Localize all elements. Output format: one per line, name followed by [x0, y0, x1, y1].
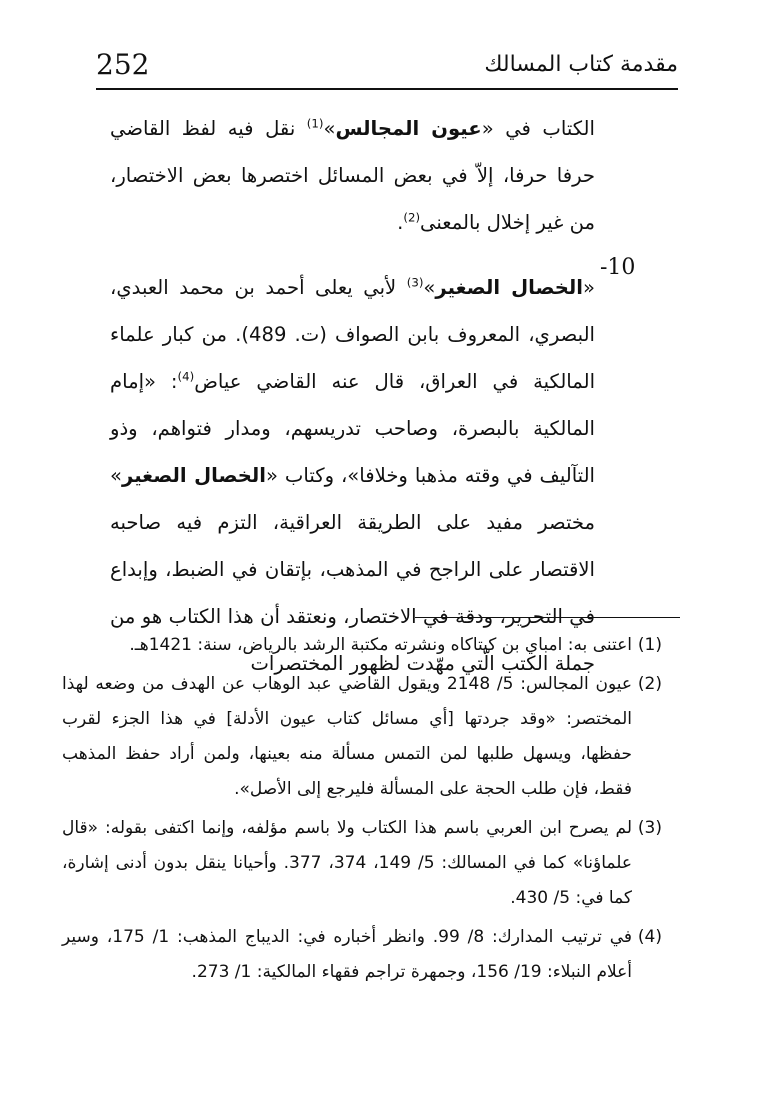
header-rule	[96, 88, 678, 90]
page-header	[96, 46, 678, 86]
page-number: 252	[96, 48, 150, 81]
paragraph-continued	[110, 105, 595, 246]
footnote-1	[62, 628, 662, 663]
book-title: عيون المجالس	[335, 117, 482, 140]
footnote-number: (2)	[637, 674, 662, 694]
text-run: : «إمام المالكية بالبصرة، وصاحب تدريسهم، ومدار فتواهم، وذو التآليف في وقته مذهبا وخلافا»، وكتاب «	[110, 370, 595, 487]
text-run: »	[423, 276, 436, 299]
footnote-ref[interactable]: (3)	[406, 275, 424, 290]
main-text	[110, 105, 595, 687]
footnote-ref[interactable]: (4)	[177, 369, 195, 384]
text-run: »	[323, 117, 336, 140]
footnote-number: (1)	[637, 635, 662, 655]
footnote-3	[62, 811, 662, 916]
text-run: الكتاب في «	[481, 117, 595, 140]
footnote-2	[62, 667, 662, 807]
book-title: الخصال الصغير	[435, 276, 583, 299]
text-run: » مختصر مفيد على الطريقة العراقية، التزم فيه صاحبه الاقتصار على الراجح في المذهب، بإتقان في الضبط، وإبداع في التحرير، ودقة في الاختصار، ونعتقد أن هذا الكتاب هو من جملة الكتب الّتي مهّدت لظهور المختصرات	[110, 464, 595, 675]
text-run: نقل فيه لفظ القاضي حرفا حرفا، إلاّ في بعض المسائل اختصرها بعض الاختصار، من غير إخلال بالمعنى	[110, 117, 595, 234]
footnote-text: في ترتيب المدارك: 8/ 99. وانظر أخباره في: الديباج المذهب: 1/ 175، وسير أعلام النبلاء: 19/ 156، وجمهرة تراجم فقهاء المالكية: 1/ 273.	[62, 927, 633, 982]
footnote-separator	[415, 617, 680, 618]
list-item-number: -10	[600, 255, 636, 280]
footnotes	[62, 628, 662, 994]
running-title: مقدمة كتاب المسالك	[484, 52, 678, 77]
footnote-ref[interactable]: (1)	[306, 116, 324, 131]
text-run: لأبي يعلى أحمد بن محمد العبدي، البصري، المعروف بابن الصواف (ت. 489). من كبار علماء المالكية في العراق، قال عنه القاضي عياض	[110, 276, 596, 393]
footnote-text: عيون المجالس: 5/ 2148 ويقول القاضي عبد الوهاب عن الهدف من وضعه لهذا المختصر: «وقد جردتها [أي مسائل كتاب عيون الأدلة] في هذا الجزء لقرب حفظها، ويسهل طلبها لمن التمس مسألة منه بعينها، ولمن أراد حفظ المذهب فقط، فإن طلب الحجة على المسألة فليرجع إلى الأصل».	[62, 674, 632, 799]
book-title: الخصال الصغير	[122, 464, 267, 487]
paragraph-gap	[110, 246, 595, 264]
text-run: «	[583, 276, 595, 299]
footnote-text: اعتنى به: امباي بن كيتاكاه ونشرته مكتبة الرشد بالرياض، سنة: 1421هـ.	[129, 635, 632, 655]
footnote-number: (3)	[637, 818, 662, 838]
footnote-ref[interactable]: (2)	[403, 210, 421, 225]
text-run: .	[397, 211, 404, 234]
footnote-number: (4)	[637, 927, 662, 947]
footnote-text: لم يصرح ابن العربي باسم هذا الكتاب ولا باسم مؤلفه، وإنما اكتفى بقوله: «قال علماؤنا» كما في المسالك: 5/ 149، 374، 377. وأحيانا ينقل بدون أدنى إشارة، كما في: 5/ 430.	[62, 818, 633, 908]
list-item-10	[110, 264, 595, 687]
footnote-4	[62, 920, 662, 990]
